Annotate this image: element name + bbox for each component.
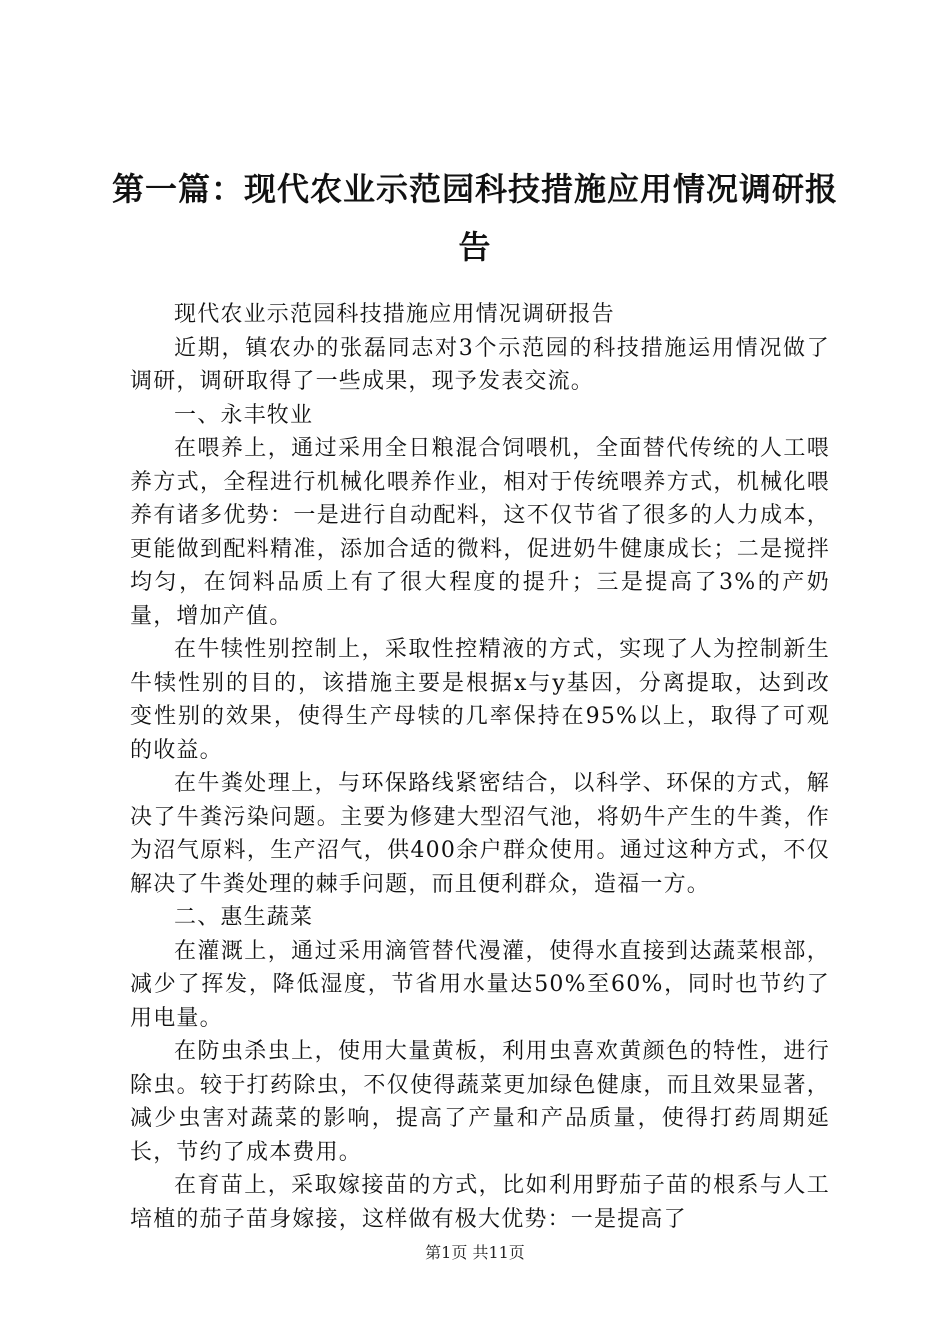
paragraph-calf-sex-control: 在牛犊性别控制上，采取性控精液的方式，实现了人为控制新生牛犊性别的目的，该措施主要是根据x与y基因，分离提取，达到改变性别的效果，使得生产母犊的几率保持在95%以上，取得了可观的收益。	[130, 637, 830, 763]
page-number-footer: 第1页 共11页	[425, 1243, 525, 1262]
paragraph-seedling: 在育苗上，采取嫁接苗的方式，比如利用野茄子苗的根系与人工培植的茄子苗身嫁接，这样做有极大优势：一是提高了	[130, 1173, 830, 1232]
paragraph-manure-treatment: 在牛粪处理上，与环保路线紧密结合，以科学、环保的方式，解决了牛粪污染问题。主要为修建大型沼气池，将奶牛产生的牛粪，作为沼气原料，生产沼气，供400余户群众使用。通过这种方式，不仅解决了牛粪处理的棘手问题，而且便利群众，造福一方。	[130, 771, 830, 897]
section-heading-huisheng: 二、惠生蔬菜	[174, 905, 314, 930]
paragraph-intro: 近期，镇农办的张磊同志对3个示范园的科技措施运用情况做了调研，调研取得了一些成果，现予发表交流。	[130, 335, 830, 394]
paragraph-irrigation: 在灌溉上，通过采用滴管替代漫灌，使得水直接到达蔬菜根部，减少了挥发，降低湿度，节省用水量达50%至60%，同时也节约了用电量。	[130, 938, 830, 1031]
paragraph-feeding: 在喂养上，通过采用全日粮混合饲喂机，全面替代传统的人工喂养方式，全程进行机械化喂养作业，相对于传统喂养方式，机械化喂养有诸多优势：一是进行自动配料，这不仅节省了很多的人力成本，更能做到配料精准，添加合适的微料，促进奶牛健康成长；二是搅拌均匀，在饲料品质上有了很大程度的提升；三是提高了3%的产奶量，增加产值。	[130, 436, 830, 629]
section-heading-yongfeng: 一、永丰牧业	[174, 402, 314, 428]
paragraph-pest-control: 在防虫杀虫上，使用大量黄板，利用虫喜欢黄颜色的特性，进行除虫。较于打药除虫，不仅使得蔬菜更加绿色健康，而且效果显著，减少虫害对蔬菜的影响，提高了产量和产品质量，使得打药周期延长，节约了成本费用。	[130, 1039, 830, 1165]
paragraph-subtitle: 现代农业示范园科技措施应用情况调研报告	[174, 302, 615, 327]
document-body	[130, 298, 830, 1236]
document-title: 第一篇：现代农业示范园科技措施应用情况调研报告	[111, 170, 838, 266]
